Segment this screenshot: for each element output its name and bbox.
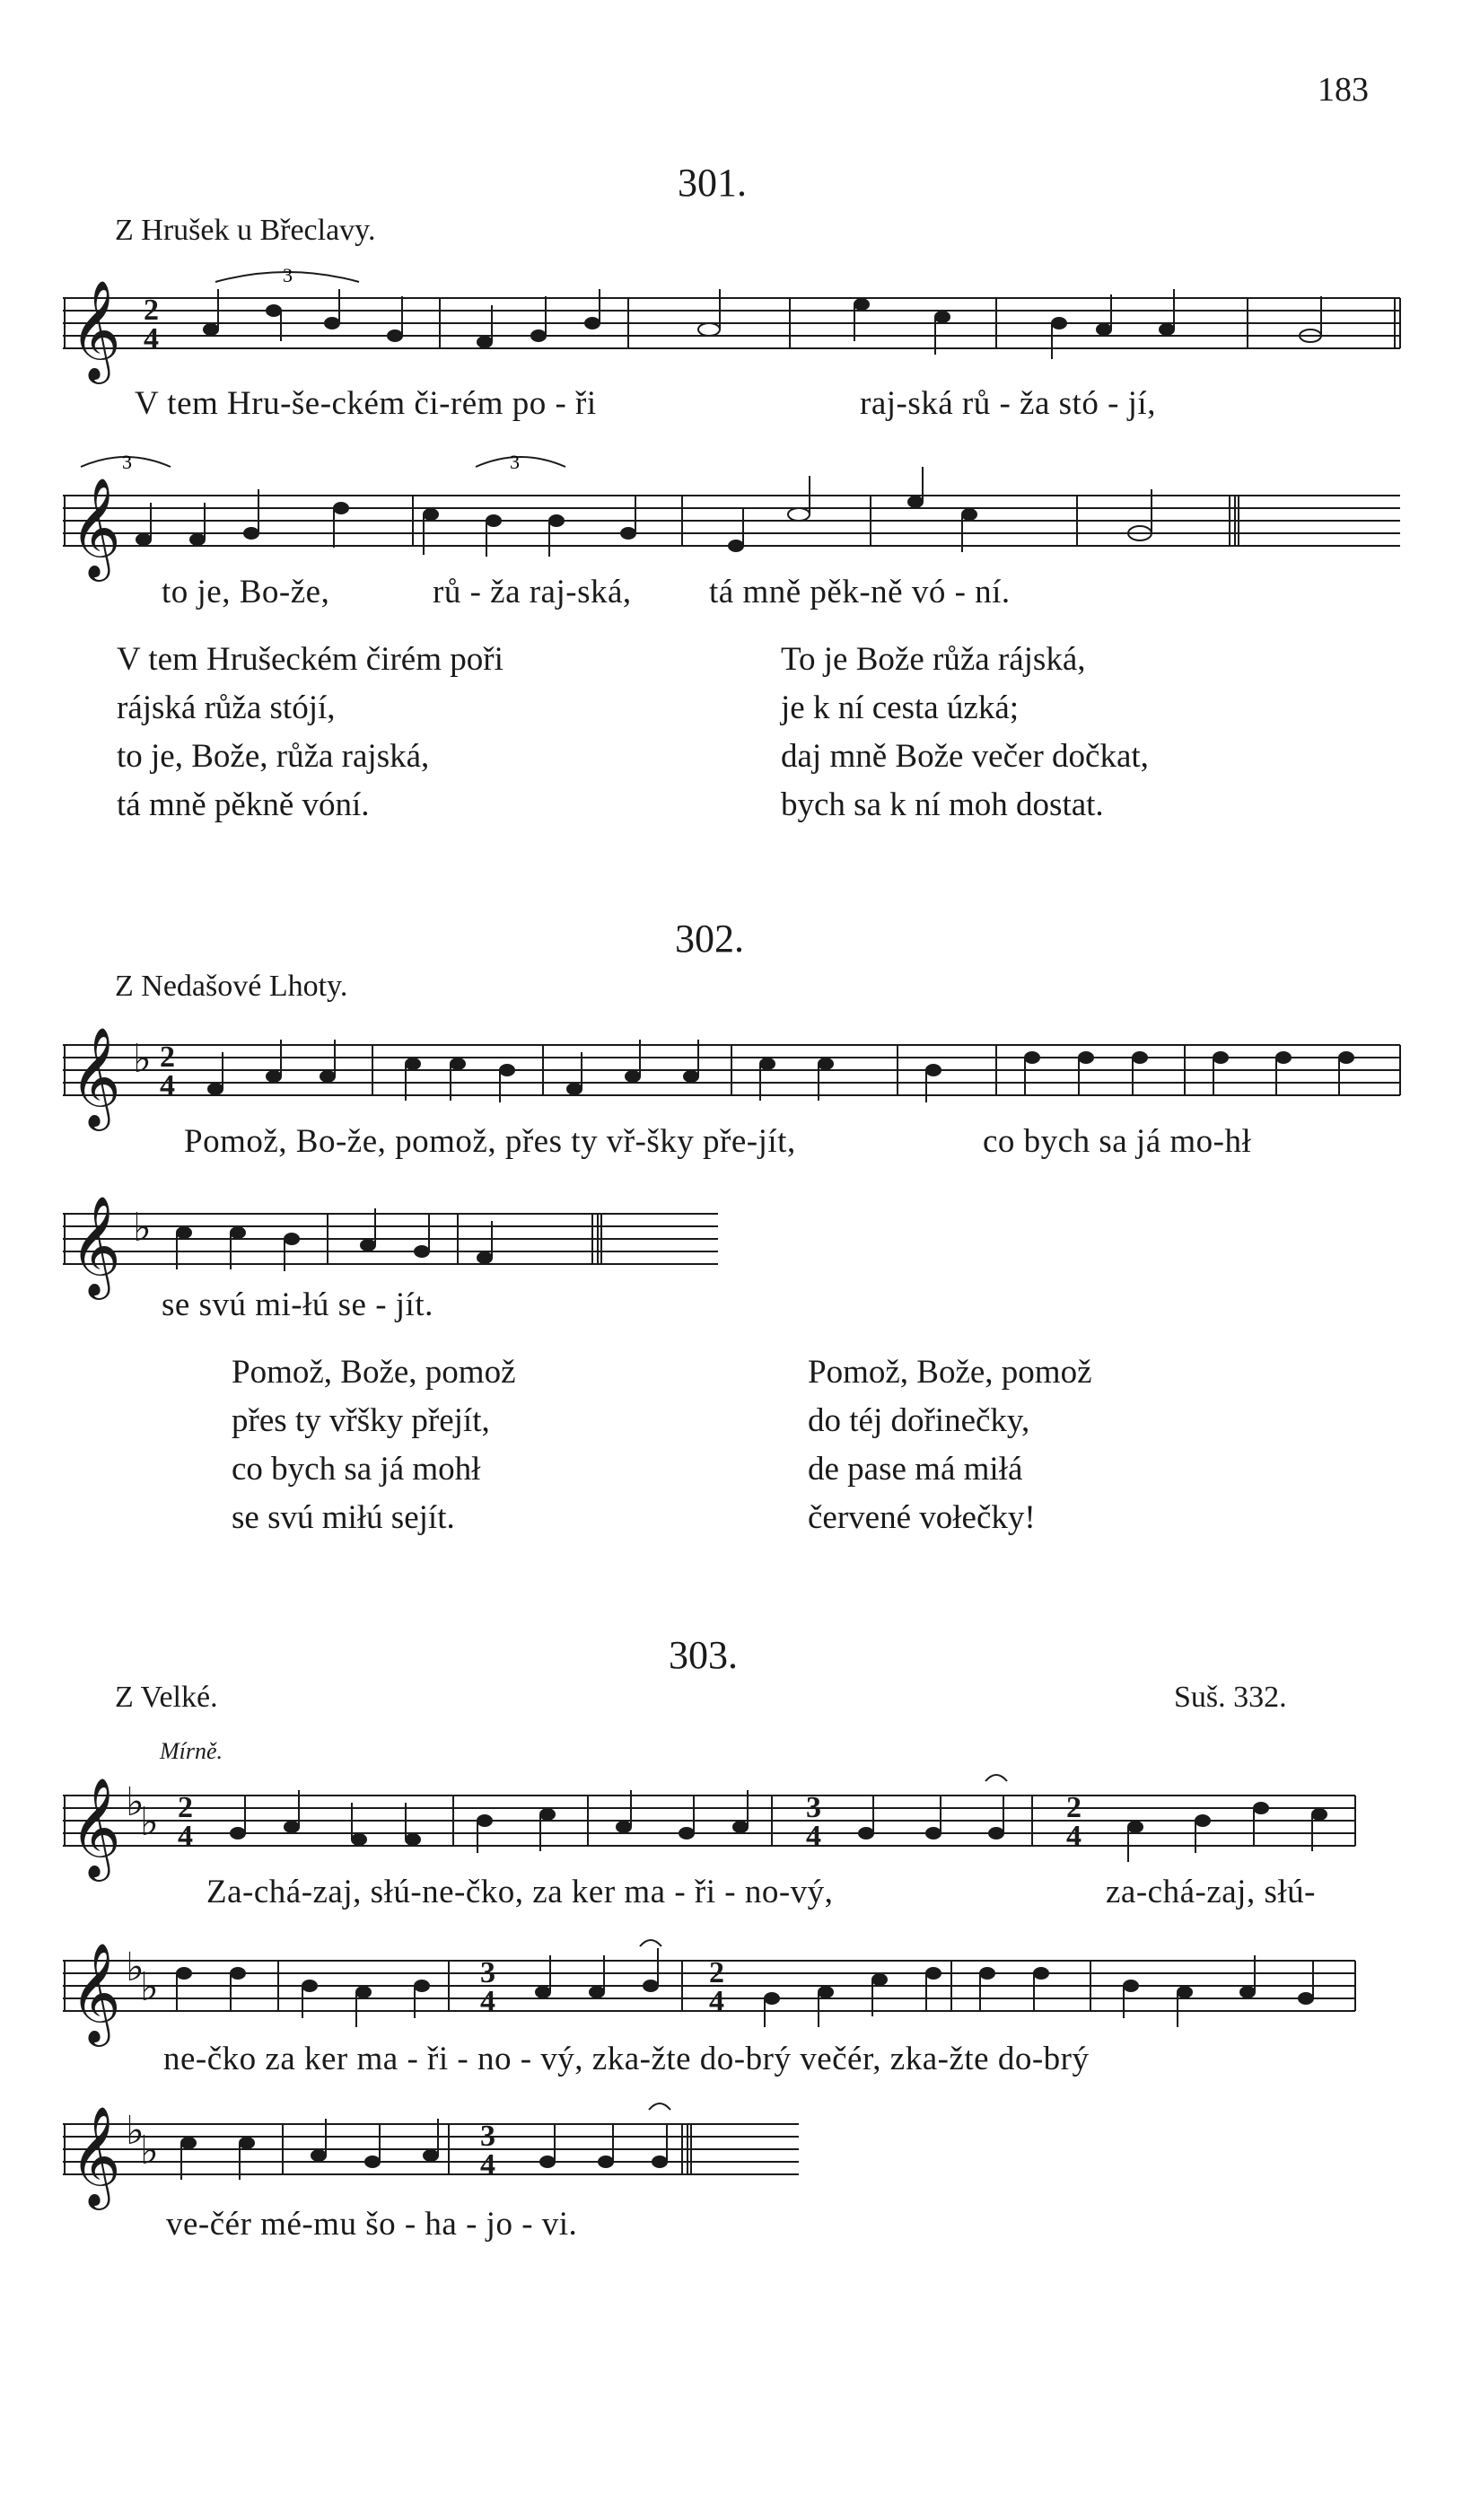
lyric-line: ve-čér mé-mu šo - ha - jo - vi. xyxy=(166,2206,578,2243)
treble-clef-icon: 𝄞 xyxy=(70,1942,121,2042)
verse-line: Pomož, Bože, pomož xyxy=(808,1354,1092,1391)
lyric-line: Za-chá-zaj, słú-ne-čko, za ker ma - ři - no-vý, xyxy=(206,1874,834,1910)
fermata-icon xyxy=(640,1940,661,1946)
music-staff xyxy=(54,1181,772,1295)
verse-column-left xyxy=(232,1348,516,1542)
flat-icon: ♭ xyxy=(126,1945,144,1990)
verse-column-right xyxy=(781,636,1149,830)
song-origin: Z Hrušek u Břeclavy. xyxy=(115,214,376,247)
lyric-line: ne-čko za ker ma - ři - no - vý, zka-žte do-brý večér, zka-žte do-brý xyxy=(163,2041,1090,2077)
verse-line: tá mně pěkně vóní. xyxy=(117,786,370,823)
time-signature-top: 3 xyxy=(480,1956,495,1989)
time-signature-top: 2 xyxy=(1066,1791,1082,1824)
verse-line: Pomož, Bože, pomož xyxy=(232,1354,516,1391)
music-staff xyxy=(54,449,1427,584)
verse-line: červené vołečky! xyxy=(808,1499,1036,1536)
fermata-icon xyxy=(649,2103,670,2110)
lyric-line: za-chá-zaj, słú- xyxy=(1106,1874,1316,1910)
triplet-mark: 3 xyxy=(510,451,520,473)
song-number: 303. xyxy=(669,1633,738,1677)
page-number: 183 xyxy=(1318,71,1369,109)
verse-line: rájská růža stójí, xyxy=(117,689,336,726)
verse-column-right xyxy=(808,1348,1092,1542)
lyric-line: to je, Bo-že, xyxy=(162,574,330,610)
treble-clef-icon: 𝄞 xyxy=(70,279,121,380)
treble-clef-icon: 𝄞 xyxy=(70,1777,121,1877)
verse-column-left xyxy=(117,636,504,830)
verse-line: co bych sa já mohł xyxy=(232,1451,481,1488)
time-signature-top: 2 xyxy=(160,1040,175,1074)
flat-icon: ♭ xyxy=(140,1799,159,1845)
fermata-icon xyxy=(985,1775,1007,1781)
verse-line: se svú miłú sejít. xyxy=(232,1499,455,1536)
treble-clef-icon: 𝄞 xyxy=(70,1026,121,1127)
lyric-line: se svú mi-łú se - jít. xyxy=(162,1286,433,1323)
time-signature-bottom: 4 xyxy=(160,1069,175,1102)
flat-icon: ♭ xyxy=(126,2108,144,2154)
treble-clef-icon: 𝄞 xyxy=(70,1195,121,1295)
verse-line: To je Bože růža rájská, xyxy=(781,641,1086,678)
treble-clef-icon: 𝄞 xyxy=(70,477,121,577)
time-signature-bottom: 4 xyxy=(709,1985,724,2018)
time-signature-top: 3 xyxy=(480,2120,495,2153)
tempo-marking: Mírně. xyxy=(160,1738,223,1764)
music-staff xyxy=(54,1013,1427,1127)
time-signature-bottom: 4 xyxy=(178,1820,193,1853)
time-signature-bottom: 4 xyxy=(480,2148,495,2182)
time-signature-bottom: 4 xyxy=(806,1820,821,1853)
time-signature-bottom: 4 xyxy=(1066,1820,1082,1853)
time-signature-top: 2 xyxy=(709,1956,724,1989)
music-staff xyxy=(54,1763,1427,1877)
lyric-line: raj-ská rů - ža stó - jí, xyxy=(860,385,1156,422)
triplet-mark: 3 xyxy=(283,264,293,286)
song-origin: Z Velké. xyxy=(115,1681,218,1714)
song-origin: Z Nedašové Lhoty. xyxy=(115,970,348,1003)
time-signature-top: 3 xyxy=(806,1791,821,1824)
music-staff xyxy=(54,1928,1427,2042)
time-signature-top: 2 xyxy=(178,1791,193,1824)
triplet-mark: 3 xyxy=(122,451,132,473)
music-staff xyxy=(54,2092,862,2206)
time-signature-bottom: 4 xyxy=(480,1985,495,2018)
song-number: 301. xyxy=(678,161,747,205)
lyric-line: tá mně pěk-ně vó - ní. xyxy=(709,574,1011,610)
verse-line: do téj dořinečky, xyxy=(808,1402,1030,1439)
flat-icon: ♭ xyxy=(140,1964,159,2010)
lyric-line: Pomož, Bo-že, pomož, přes ty vř-šky pře-jít, xyxy=(184,1123,796,1160)
flat-icon: ♭ xyxy=(133,1036,152,1082)
lyric-line: rů - ža raj-ská, xyxy=(433,574,632,610)
lyric-line: co bych sa já mo-hł xyxy=(983,1123,1252,1160)
flat-icon: ♭ xyxy=(140,2128,159,2173)
song-reference: Suš. 332. xyxy=(1174,1681,1287,1714)
treble-clef-icon: 𝄞 xyxy=(70,2105,121,2206)
song-number: 302. xyxy=(675,917,744,961)
flat-icon: ♭ xyxy=(126,1779,144,1825)
verse-line: bych sa k ní moh dostat. xyxy=(781,786,1104,823)
lyric-line: V tem Hru-še-ckém či-rém po - ři xyxy=(135,385,597,422)
verse-line: daj mně Bože večer dočkat, xyxy=(781,738,1149,775)
verse-line: de pase má miłá xyxy=(808,1451,1023,1488)
time-signature-bottom: 4 xyxy=(144,322,159,356)
verse-line: to je, Bože, růža rajská, xyxy=(117,738,430,775)
flat-icon: ♭ xyxy=(133,1205,152,1251)
music-staff xyxy=(54,264,1427,386)
time-signature-top: 2 xyxy=(144,294,159,327)
verse-line: V tem Hrušeckém čirém poři xyxy=(117,641,504,678)
verse-line: je k ní cesta úzká; xyxy=(781,689,1020,726)
verse-line: přes ty vřšky přejít, xyxy=(232,1402,490,1439)
